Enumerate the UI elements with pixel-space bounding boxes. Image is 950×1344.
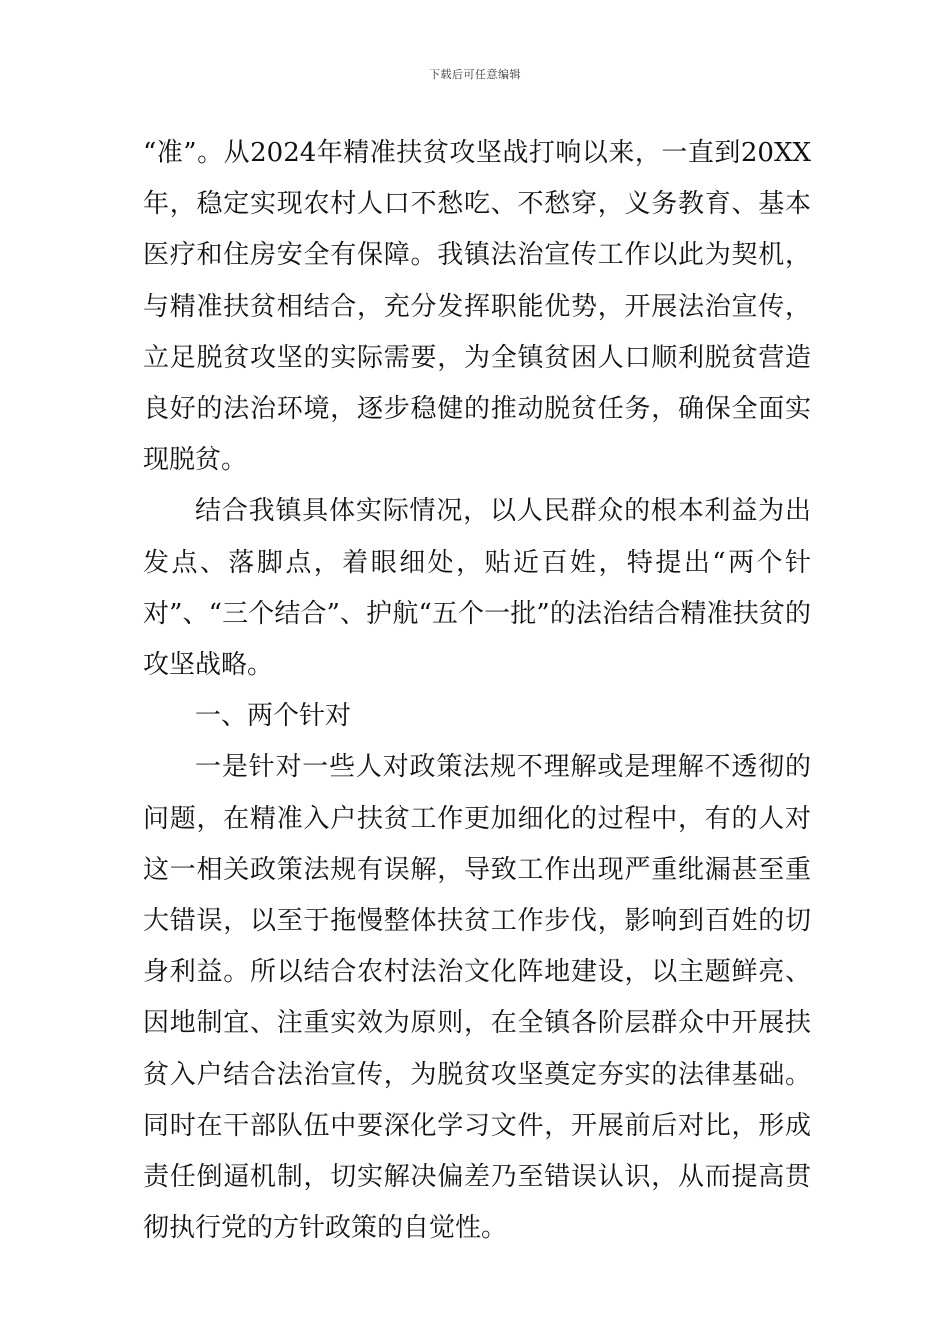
section-heading-two-targets: 一、两个针对: [195, 701, 352, 732]
paragraph-first-target: 一是针对一些人对政策法规不理解或是理解不透彻的问题，在精准入户扶贫工作更加细化的过程中，有的人对这一相关政策法规有误解，导致工作出现严重纰漏甚至重大错误，以至于拖慢整体扶贫工作步伐，影响到百姓的切身利益。所以结合农村法治文化阵地建设，以主题鲜亮、因地制宜、注重实效为原则，在全镇各阶层群众中开展扶贫入户结合法治宣传，为脱贫攻坚奠定夯实的法律基础。同时在干部队伍中要深化学习文件，开展前后对比，形成责任倒逼机制，切实解决偏差乃至错误认识，从而提高贯彻执行党的方针政策的自觉性。: [143, 752, 811, 1244]
page-header: 下载后可任意编辑: [429, 68, 521, 81]
paragraph-strategy: 结合我镇具体实际情况，以人民群众的根本利益为出发点、落脚点，着眼细处，贴近百姓，特提出“两个针对”、“三个结合”、护航“五个一批”的法治结合精准扶贫的攻坚战略。: [143, 496, 811, 681]
paragraph-intro-continuation: “准”。从2024年精准扶贫攻坚战打响以来，一直到20XX年，稳定实现农村人口不愁吃、不愁穿，义务教育、基本医疗和住房安全有保障。我镇法治宣传工作以此为契机，与精准扶贫相结合，充分发挥职能优势，开展法治宣传，立足脱贫攻坚的实际需要，为全镇贫困人口顺利脱贫营造良好的法治环境，逐步稳健的推动脱贫任务，确保全面实现脱贫。: [143, 138, 811, 476]
document-body: [143, 128, 811, 1254]
